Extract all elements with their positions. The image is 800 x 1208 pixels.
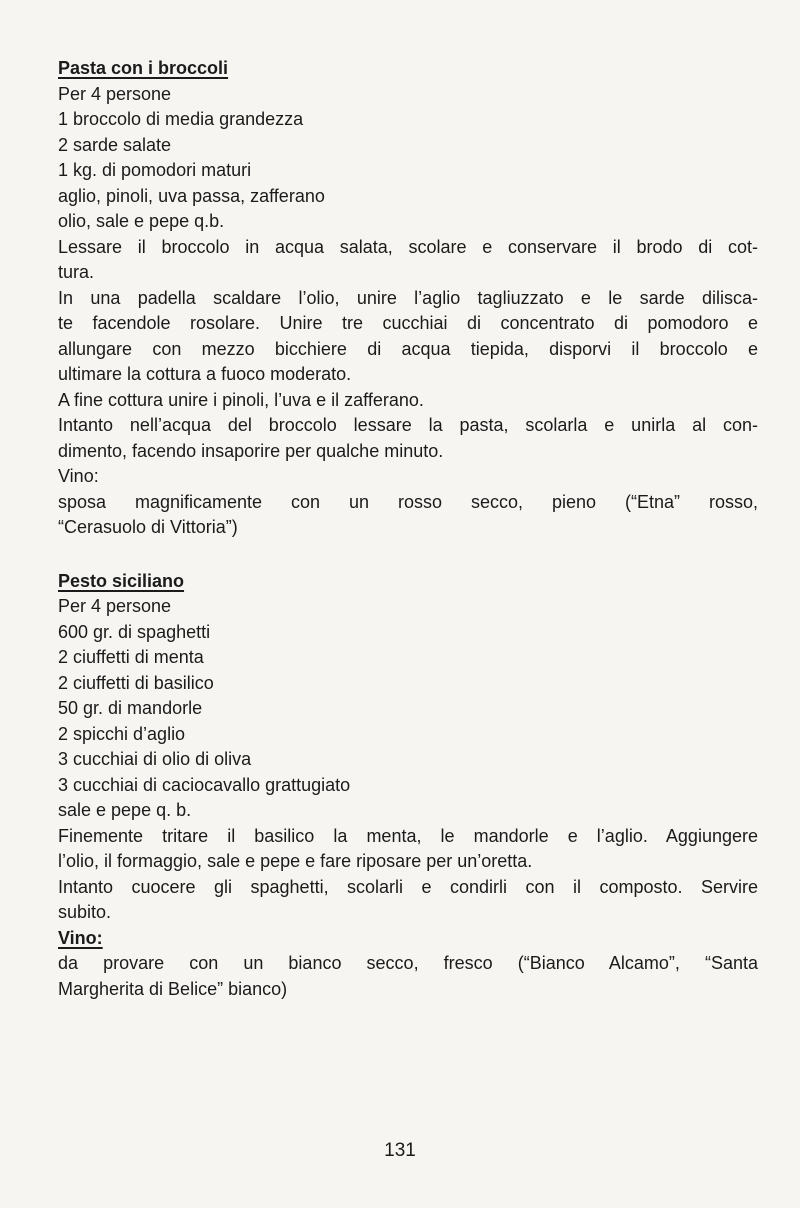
recipe-title: Pesto siciliano <box>58 570 185 591</box>
ingredient-line: 600 gr. di spaghetti <box>58 621 211 642</box>
ingredient-line: 1 kg. di pomodori maturi <box>58 160 252 180</box>
instruction-line: A fine cottura unire i pinoli, l’uva e il zafferano. <box>58 389 424 410</box>
instruction-line: te facendole rosolare. Unire tre cucchiai di concentrato di pomodoro e <box>58 313 758 333</box>
instruction-line: Finemente tritare il basilico la menta, le mandorle e l’aglio. Aggiungere <box>58 825 758 846</box>
wine-line: sposa magnificamente con un rosso secco, pieno (“Etna” rosso, <box>58 491 758 512</box>
recipe-servings: Per 4 persone <box>58 83 172 104</box>
ingredient-line: 3 cucchiai di caciocavallo grattugiato <box>58 774 351 795</box>
instruction-line: In una padella scaldare l’olio, unire l’aglio tagliuzzato e le sarde dilisca- <box>58 287 758 308</box>
instruction-line: dimento, facendo insaporire per qualche minuto. <box>58 440 444 461</box>
instruction-line: Intanto nell’acqua del broccolo lessare la pasta, scolarla e unirla al con- <box>58 415 758 435</box>
recipe-pesto-siciliano <box>58 569 758 1003</box>
instruction-line: allungare con mezzo bicchiere di acqua tiepida, disporvi il broccolo e <box>58 338 758 359</box>
instruction-line: subito. <box>58 902 112 922</box>
wine-label: Vino: <box>58 466 99 486</box>
instruction-line: ultimare la cottura a fuoco moderato. <box>58 364 352 384</box>
recipe-pasta-con-i-broccoli <box>58 56 758 541</box>
recipe-servings: Per 4 persone <box>58 596 172 616</box>
ingredient-line: 50 gr. di mandorle <box>58 698 203 718</box>
wine-line: “Cerasuolo di Vittoria”) <box>58 517 238 537</box>
ingredient-line: olio, sale e pepe q.b. <box>58 211 225 231</box>
page-number: 131 <box>384 1140 416 1161</box>
ingredient-line: 3 cucchiai di olio di oliva <box>58 749 252 769</box>
instruction-line: Intanto cuocere gli spaghetti, scolarli e condirli con il composto. Servire <box>58 876 758 897</box>
wine-line: da provare con un bianco secco, fresco (“Bianco Alcamo”, “Santa <box>58 953 758 973</box>
ingredient-line: 1 broccolo di media grandezza <box>58 109 304 129</box>
instruction-line: tura. <box>58 262 95 282</box>
instruction-line: l’olio, il formaggio, sale e pepe e fare riposare per un’oretta. <box>58 851 533 871</box>
wine-line: Margherita di Belice” bianco) <box>58 978 288 999</box>
ingredient-line: 2 ciuffetti di menta <box>58 647 204 667</box>
ingredient-line: sale e pepe q. b. <box>58 800 192 820</box>
wine-label: Vino: <box>58 927 103 948</box>
ingredient-line: 2 sarde salate <box>58 134 172 155</box>
instruction-line: Lessare il broccolo in acqua salata, scolare e conservare il brodo di cot- <box>58 236 758 257</box>
ingredient-line: 2 ciuffetti di basilico <box>58 672 214 693</box>
ingredient-line: 2 spicchi d’aglio <box>58 723 186 744</box>
section-spacer <box>58 541 758 569</box>
ingredient-line: aglio, pinoli, uva passa, zafferano <box>58 185 325 206</box>
recipe-title: Pasta con i broccoli <box>58 58 229 78</box>
